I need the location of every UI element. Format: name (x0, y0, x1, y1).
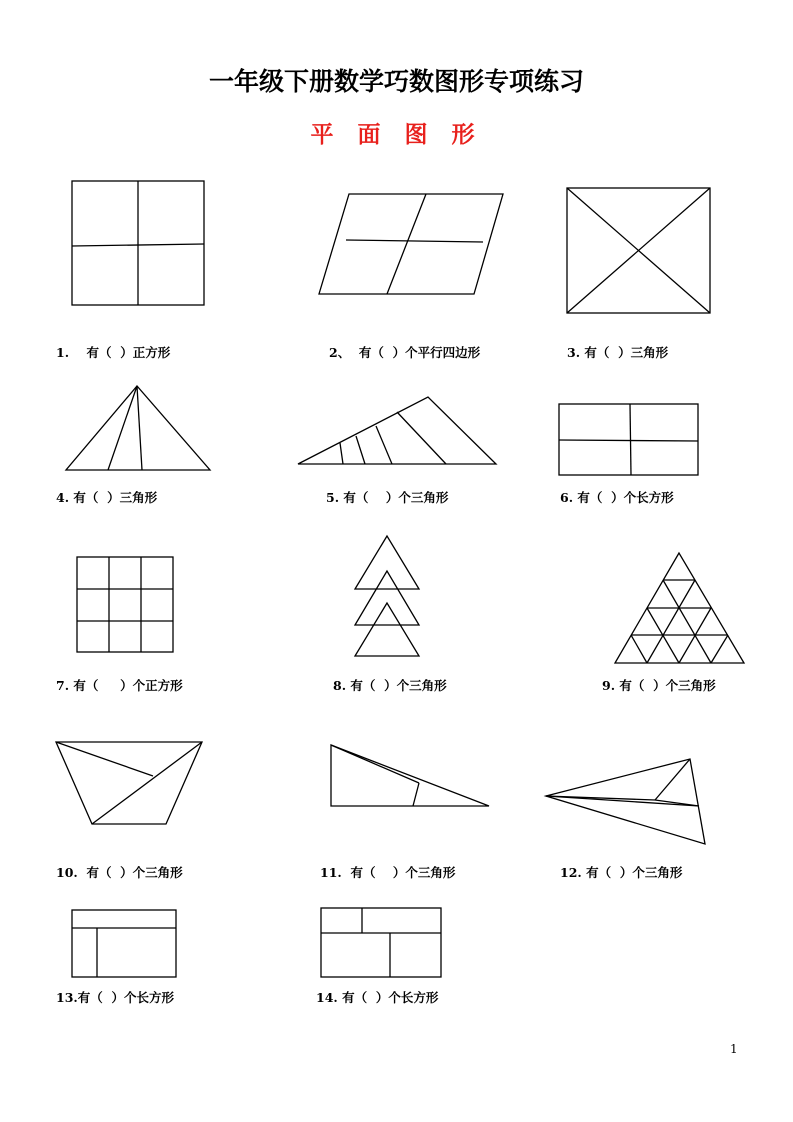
figure-13-rectangle (72, 910, 176, 977)
question-text: 有（ ）个三角形 (86, 865, 183, 880)
question-number: 10. (56, 865, 78, 880)
question-11 (320, 863, 455, 881)
question-number: 2、 (329, 345, 351, 360)
question-number: 4. (56, 490, 70, 505)
question-number: 12. (560, 865, 582, 880)
question-1 (56, 343, 170, 361)
question-12 (560, 863, 682, 881)
question-8 (333, 676, 447, 694)
question-text: 有（ ）个三角形 (343, 490, 449, 505)
question-text: 有（ ）个三角形 (350, 678, 447, 693)
figure-10-trapezoid (56, 742, 202, 824)
question-number: 8. (333, 678, 347, 693)
question-2 (329, 343, 480, 361)
figure-7-nine-square-grid (77, 557, 173, 652)
figure-4-triangle (66, 386, 210, 470)
question-7 (56, 676, 183, 694)
question-number: 14. (316, 990, 338, 1005)
question-number: 9. (602, 678, 616, 693)
question-text: 有（ ）个正方形 (73, 678, 183, 693)
figure-12-fan-triangle (546, 759, 705, 844)
figure-5-fan-triangle (298, 397, 496, 464)
question-number: 6. (560, 490, 574, 505)
question-number: 13. (56, 990, 78, 1005)
question-number: 1. (56, 345, 70, 360)
figure-14-rectangle (321, 908, 441, 977)
figure-8-stacked-triangles (355, 536, 419, 656)
question-text: 有（ ）个平行四边形 (358, 345, 481, 360)
question-4 (56, 488, 157, 506)
page-title: 一年级下册数学巧数图形专项练习 (208, 67, 584, 96)
page-subtitle: 平 面 图 形 (310, 122, 483, 148)
question-text: 有（ ）个长方形 (342, 990, 439, 1005)
figure-3-rectangle-diagonals (567, 188, 710, 313)
question-9 (602, 676, 716, 694)
question-number: 7. (56, 678, 70, 693)
page-number: 1 (730, 1042, 738, 1056)
question-number: 3. (567, 345, 581, 360)
question-text: 有（ ）个长方形 (577, 490, 674, 505)
figure-9-triangle-grid (615, 553, 744, 663)
question-text: 有（ ）个三角形 (586, 865, 683, 880)
figure-1-square-grid (72, 181, 204, 305)
question-text: 有（ ）三角形 (73, 490, 158, 505)
question-number: 11. (320, 865, 342, 880)
question-text: 有（ ）三角形 (584, 345, 669, 360)
question-text: 有（ ）个长方形 (77, 990, 174, 1005)
question-text: 有（ ）个三角形 (619, 678, 716, 693)
question-number: 5. (326, 490, 340, 505)
question-14 (316, 988, 438, 1006)
figure-2-parallelogram-grid (319, 194, 503, 294)
question-10 (56, 863, 183, 881)
figure-11-right-triangle (331, 745, 489, 806)
question-6 (560, 488, 674, 506)
question-13 (56, 988, 174, 1006)
question-text: 有（ ）个三角形 (350, 865, 456, 880)
question-text: 有（ ）正方形 (86, 345, 171, 360)
question-5 (326, 488, 448, 506)
question-3 (567, 343, 668, 361)
figure-6-rectangle-grid (559, 404, 698, 475)
